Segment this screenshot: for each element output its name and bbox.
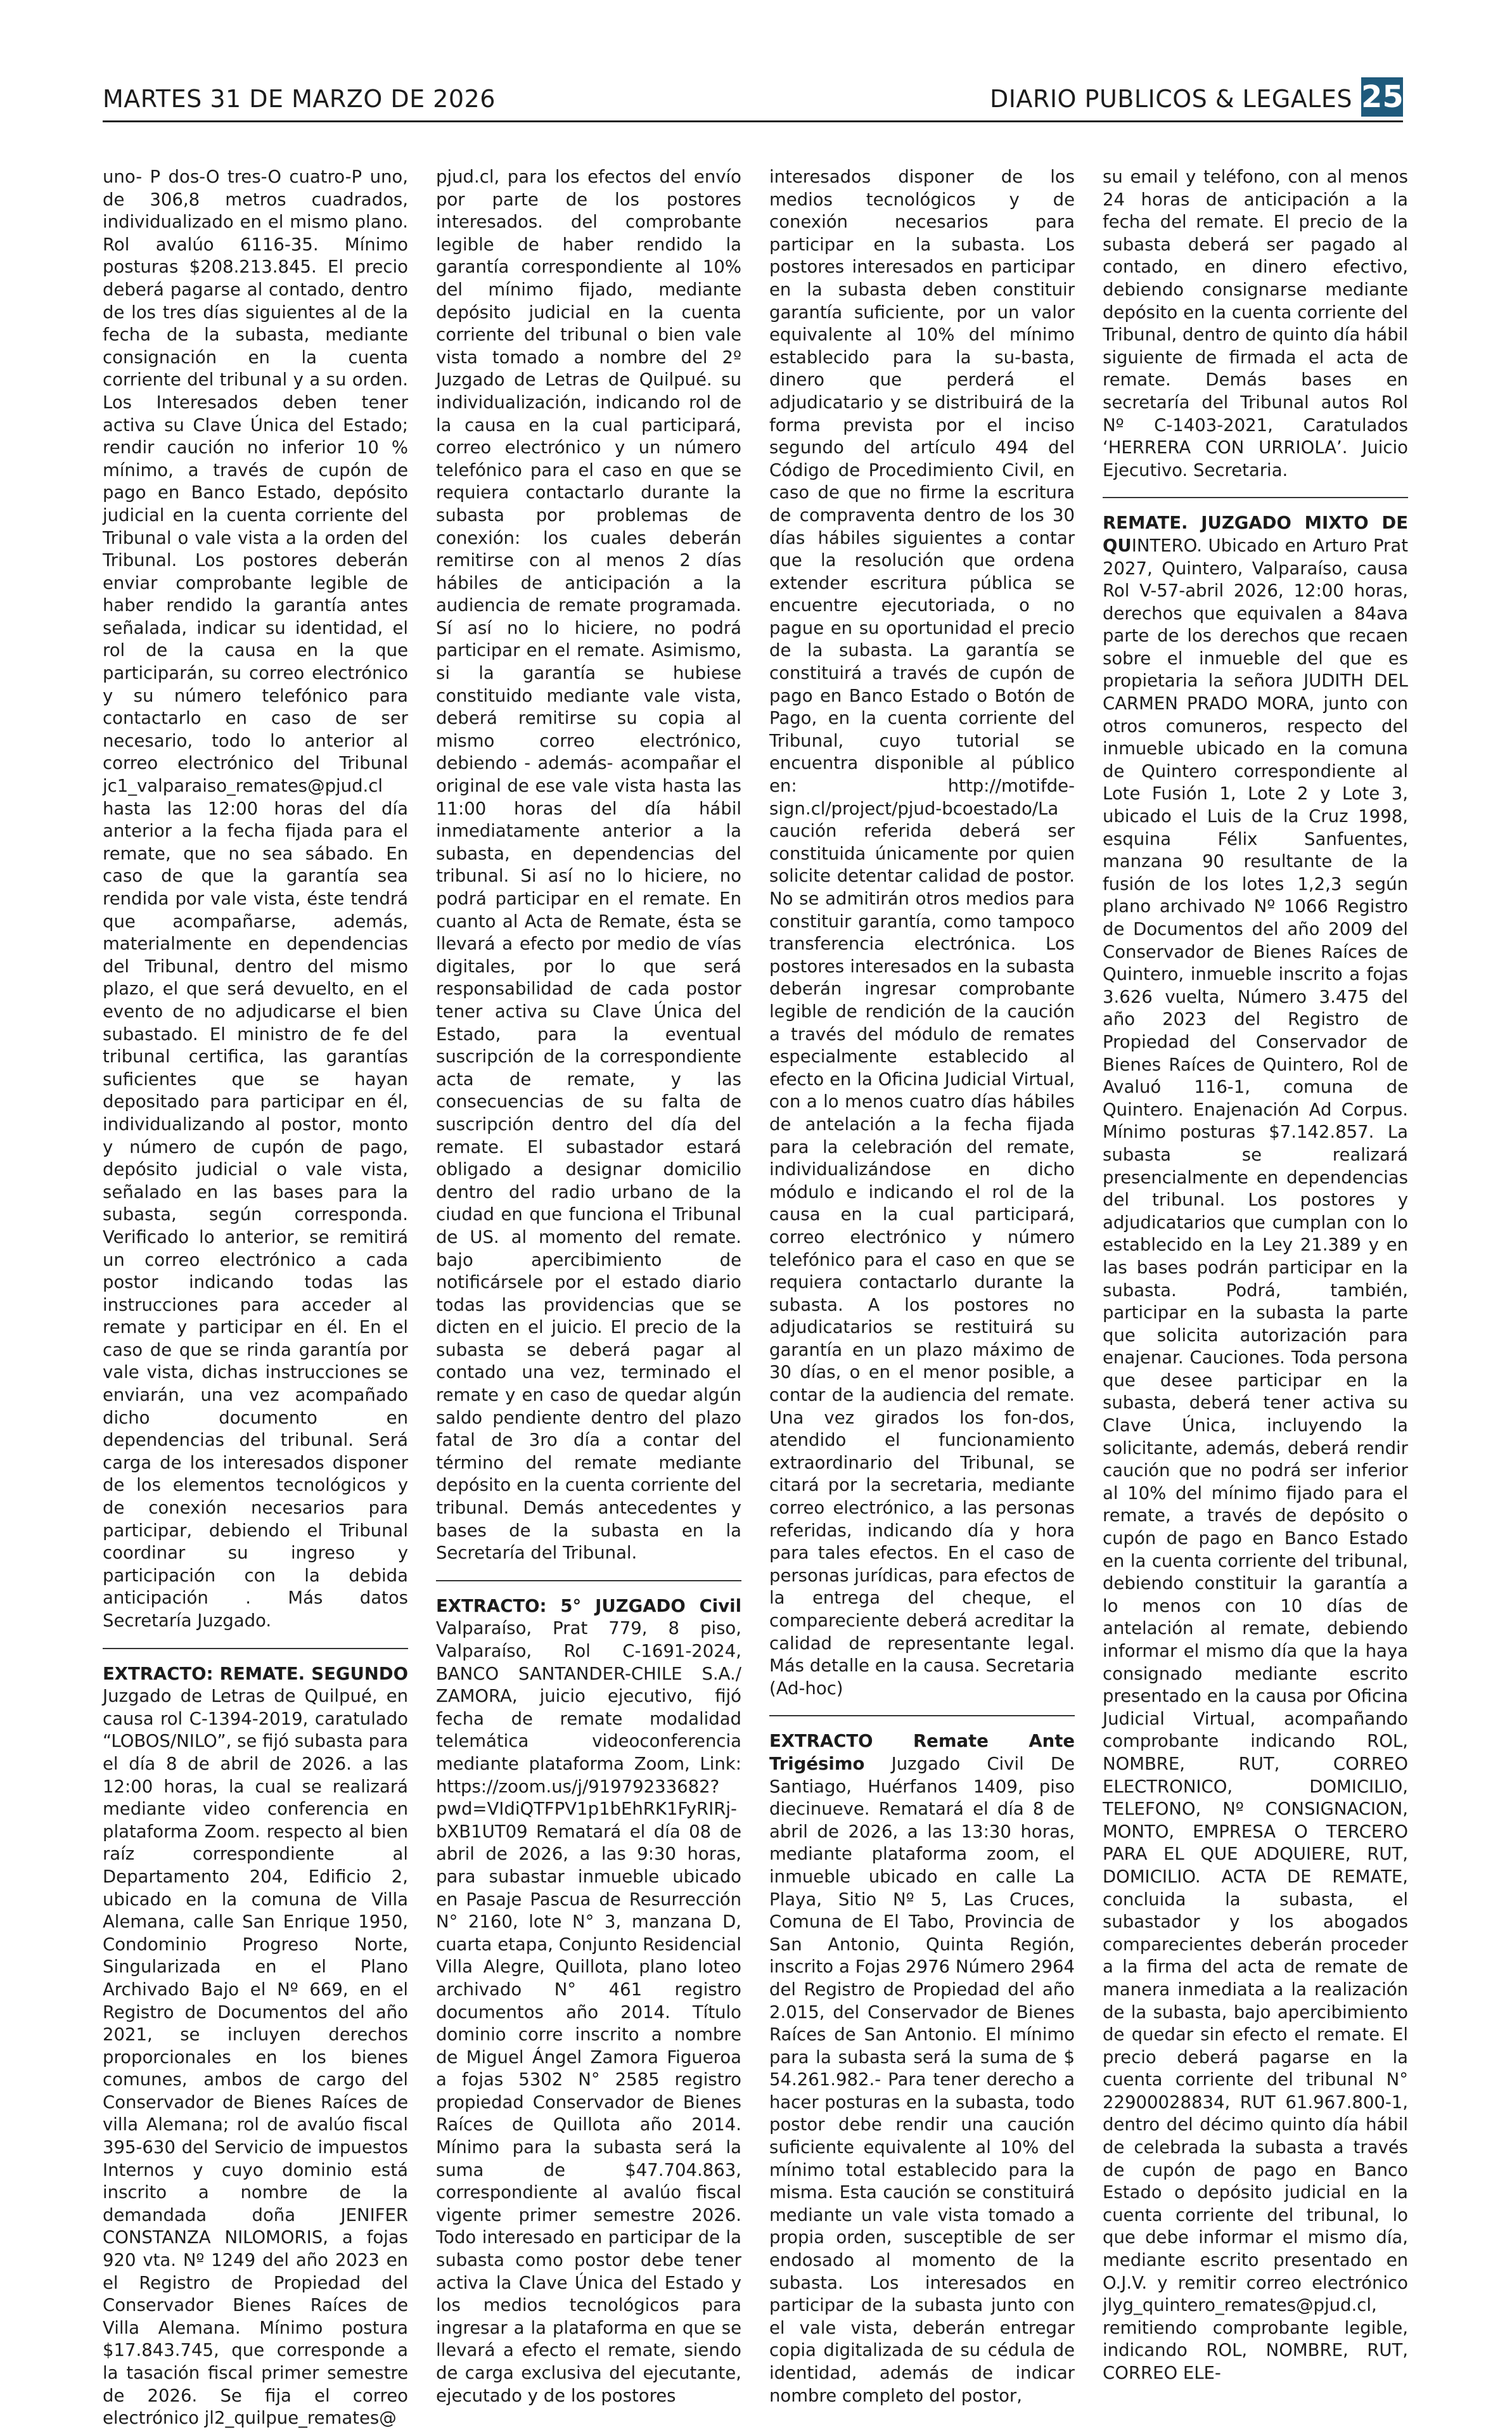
article-body — [1103, 166, 1408, 482]
column-4 — [1103, 166, 1408, 2383]
article-4-1 — [1103, 166, 1408, 482]
article-2-1 — [436, 166, 741, 1565]
article-1-2 — [103, 1663, 408, 2430]
article-body — [436, 166, 741, 1565]
article-divider — [103, 1648, 408, 1649]
article-2-2 — [436, 1595, 741, 2407]
article-text: INTERO. Ubicado en Arturo Prat 2027, Quintero, Valparaíso, causa Rol V-57-abril 2026, 12:00 horas, derechos que equivalen a 84ava parte de los derechos que recaen sobre el inmueble del que es propietaria la señora JUDITH DEL CARMEN PRADO MORA, junto con otros comuneros, respecto del inmueble ubicado en la comuna de Quintero correspondiente al Lote Fusión 1, Lote 2 y Lote 3, ubicado el Luis de la Cruz 1998, esquina Félix Sanfuentes, manzana 90 resultante de la fusión de los lotes 1,2,3 según plano archivado Nº 1066 Registro de Documentos del año 2009 del Conservador de Bienes Raíces de Quintero, inmueble inscrito a fojas 3.626 vuelta, Número 3.475 del año 2023 del Registro de Propiedad del Conservador de Bienes Raíces de Quintero, Rol de Avaluó 116-1, comuna de Quintero. Enajenación Ad Corpus. Mínimo posturas $7.142.857. La subasta se realizará presencialmente en dependencias del tribunal. Los postores y adjudicatarios que cumplan con lo establecido en la Ley 21.389 y en las bases podrán participar en la subasta. Podrá, también, participar en la subasta la parte que solicita autorización para enajenar. Cauciones. Toda persona que desee participar en la subasta, deberá tener activa su Clave Única, incluyendo la solicitante, además, deberá rendir caución que no podrá ser inferior al 10% del mínimo fijado para el remate, a través de depósito o cupón de pago en Banco Estado en la cuenta corriente del tribunal, debiendo constituir la garantía a lo menos con 10 días de antelación al remate, debiendo informar el mismo día que la haya consignado mediante escrito presentado en la causa por Oficina Judicial Virtual, acompañando comprobante indicando ROL, NOMBRE, RUT, CORREO ELECTRONICO, DOMICILIO, TELEFONO, Nº CONSIGNACION, MONTO, EMPRESA O TERCERO PARA EL QUE ADQUIERE, RUT, DOMICILIO. ACTA DE REMATE, concluida la subasta, el subastador y los abogados comparecientes deberán proceder a la firma del acta de remate de manera inmediata a la realización de la subasta, bajo apercibimiento de quedar sin efecto el remate. El precio deberá pagarse en la cuenta corriente del tribunal N° 22900028834, RUT 61.967.800-1, dentro del décimo quinto día hábil de celebrada la subasta a través de cupón de pago en Banco Estado o depósito judicial en la cuenta corriente del tribunal, lo que debe informar el mismo día, mediante escrito presentado en O.J.V. y remitir correo electrónico jlyg_quintero_remates@pjud.cl, remitiendo comprobante legible, indicando ROL, NOMBRE, RUT, CORREO ELE- — [1103, 535, 1408, 2383]
article-divider — [1103, 497, 1408, 498]
article-text: Juzgado Civil De Santiago, Huérfanos 1409, piso diecinueve. Rematará el día 8 de abril de 2026, a las 13:30 horas, mediante plataforma zoom, el inmueble ubicado en calle La Playa, Sitio Nº 5, Las Cruces, Comuna de El Tabo, Provincia de San Antonio, Quinta Región, inscrito a Fojas 2976 Número 2964 del Registro de Propiedad del año 2.015, del Conservador de Bienes Raíces de San Antonio. El mínimo para la subasta será la suma de $ 54.261.982.- Para tener derecho a hacer posturas en la subasta, todo postor debe rendir una caución suficiente equivalente al 10% del mínimo total establecido para la misma. Esta caución se constituirá mediante un vale vista tomado a propia orden, susceptible de ser endosado al momento de la subasta. Los interesados en participar de la subasta junto con el vale vista, deberán entregar copia digitalizada de su cédula de identidad, además de indicar nombre completo del postor, — [769, 1753, 1075, 2406]
article-lead: REMATE. JUZGADO MIXTO DE QU — [1103, 513, 1408, 556]
header-section-title: DIARIO PUBLICOS & LEGALES — [989, 85, 1352, 113]
page-number-badge: 25 — [1361, 77, 1403, 117]
text-columns — [103, 166, 1408, 2429]
column-2 — [436, 166, 741, 2406]
article-divider — [436, 1580, 741, 1581]
article-body — [1103, 512, 1408, 2384]
article-divider — [769, 1715, 1075, 1716]
page-header — [103, 79, 1403, 122]
article-4-2 — [1103, 512, 1408, 2384]
article-body — [769, 166, 1075, 1700]
article-3-1 — [769, 166, 1075, 1700]
article-text: su email y teléfono, con al menos 24 horas de anticipación a la fecha del remate. El precio de la subasta deberá ser pagado al contado, en dinero efectivo, debiendo consignarse mediante depósito en la cuenta corriente del Tribunal, dentro de quinto día hábil siguiente de firmada el acta de remate. Demás bases en secretaría del Tribunal autos Rol Nº C-1403-2021, Caratulados ‘HERRERA CON URRIOLA’. Juicio Ejecutivo. Secretaria. — [1103, 167, 1408, 480]
article-body — [103, 166, 408, 1633]
article-text: Juzgado de Letras de Quilpué, en causa rol C-1394-2019, caratulado “LOBOS/NILO”, se fijó subasta para el día 8 de abril de 2026. a las 12:00 horas, la cual se realizará mediante video conferencia en plataforma Zoom. respecto al bien raíz correspondiente al Departamento 204, Edificio 2, ubicado en la comuna de Villa Alemana, calle San Enrique 1950, Condominio Progreso Norte, Singularizada en el Plano Archivado Bajo el Nº 669, en el Registro de Documentos del año 2021, se incluyen derechos proporcionales en los bienes comunes, ambos de cargo del Conservador de Bienes Raíces de villa Alemana; rol de avalúo fiscal 395-630 del Servicio de impuestos Internos y cuyo dominio está inscrito a nombre de la demandada doña JENIFER CONSTANZA NILOMORIS, a fojas 920 vta. Nº 1249 del año 2023 en el Registro de Propiedad del Conservador Bienes Raíces de Villa Alemana. Mínimo postura $17.843.745, que corresponde a la tasación fiscal primer semestre de 2026. Se fija el correo electrónico jl2_quilpue_remates@ — [103, 1686, 408, 2429]
article-body — [436, 1595, 741, 2407]
header-date: MARTES 31 DE MARZO DE 2026 — [103, 85, 496, 113]
article-body — [103, 1663, 408, 2430]
article-text: pjud.cl, para los efectos del envío por parte de los postores interesados. del comprobante legible de haber rendido la garantía correspondiente al 10% del mínimo fijado, mediante depósito judicial en la cuenta corriente del tribunal o bien vale vista tomado a nombre del 2º Juzgado de Letras de Quilpué. su individualización, indicando rol de la causa en la cual participará, correo electrónico y un número telefónico para el caso en que se requiera contactarlo durante la subasta por problemas de conexión: los cuales deberán remitirse con al menos 2 días hábiles de anticipación a la audiencia de remate programada. Sí así no lo hiciere, no podrá participar en el remate. Asimismo, si la garantía se hubiese constituido mediante vale vista, deberá remitirse su copia al mismo correo electrónico, debiendo - además- acompañar el original de ese vale vista hasta las 11:00 horas del día hábil inmediatamente anterior a la subasta, en dependencias del tribunal. Si así no lo hiciere, no podrá participar en el remate. En cuanto al Acta de Remate, ésta se llevará a efecto por medio de vías digitales, por lo que será responsabilidad de cada postor tener activa su Clave Única del Estado, para la eventual suscripción de la correspondiente acta de remate, y las consecuencias de su falta de suscripción dentro del día del remate. El subastador estará obligado a designar domicilio dentro del radio urbano de la ciudad en que funciona el Tribunal de US. al momento del remate. bajo apercibimiento de notificársele por el estado diario todas las providencias que se dicten en el juicio. El precio de la subasta se deberá pagar al contado una vez, terminado el remate y en caso de quedar algún saldo pendiente dentro del plazo fatal de 3ro día a contar del término del remate mediante depósito en la cuenta corriente del tribunal. Demás antecedentes y bases de la subasta en la Secretaría del Tribunal. — [436, 167, 741, 1564]
article-text: interesados disponer de los medios tecnológicos y de conexión necesarios para participar en la subasta. Los postores interesados en participar en la subasta deben constituir garantía suficiente, por un valor equivalente al 10% del mínimo establecido para la su-basta, dinero que perderá el adjudicatario y se distribuirá de la forma prevista por el inciso segundo del artículo 494 del Código de Procedimiento Civil, en caso de que no firme la escritura de compraventa dentro de los 30 días hábiles siguientes a contar que la resolución que ordena extender escritura pública se encuentre ejecutoriada, o no pague en su oportunidad el precio de la subasta. La garantía se constituirá a través de cupón de pago en Banco Estado o Botón de Pago, en la cuenta corriente del Tribunal, cuyo tutorial se encuentra disponible al público en: http://motifde-sign.cl/project/pjud-bcoestado/La caución referida deberá ser constituida únicamente por quien solicite detentar calidad de postor. No se admitirán otros medios para constituir garantía, como tampoco transferencia electrónica. Los postores interesados en la subasta deberán ingresar comprobante legible de rendición de la caución a través del módulo de remates especialmente establecido al efecto en la Oficina Judicial Virtual, con a lo menos cuatro días hábiles de antelación a la fecha fijada para la celebración del remate, individualizándose en dicho módulo e indicando el rol de la causa en la cual participará, correo electrónico y número telefónico para el caso en que se requiera contactarlo durante la subasta. A los postores no adjudicatarios se restituirá su garantía en un plazo máximo de 30 días, o en el menor posible, a contar de la audiencia del remate. Una vez girados los fon-dos, atendido el funcionamiento extraordinario del Tribunal, se citará por la secretaria, mediante correo electrónico, a las personas referidas, indicando día y hora para tales efectos. En el caso de personas jurídicas, para efectos de la entrega del cheque, el compareciente deberá acreditar la calidad de representante legal. Más detalle en la causa. Secretaria (Ad-hoc) — [769, 167, 1075, 1699]
article-body — [769, 1730, 1075, 2407]
article-3-2 — [769, 1730, 1075, 2407]
article-lead: EXTRACTO: 5° JUZGADO Civil — [436, 1595, 741, 1616]
column-1 — [103, 166, 408, 2429]
column-3 — [769, 166, 1075, 2406]
article-text: Valparaíso, Prat 779, 8 piso, Valparaíso, Rol C-1691-2024, BANCO SANTANDER-CHILE S.A./ ZAMORA, juicio ejecutivo, fijó fecha de remate modalidad telemática videoconferencia mediante plataforma Zoom, Link: https://zoom.us/j/91979233682?pwd=VIdiQTFPV1p1bEhRK1FyRIRj-bXB1UT09 Rematará el día 08 de abril de 2026, a las 9:30 horas, para subastar inmueble ubicado en Pasaje Pascua de Resurrección N° 2160, lote N° 3, manzana D, cuarta etapa, Conjunto Residencial Villa Alegre, Quillota, plano loteo archivado N° 461 registro documentos año 2014. Título dominio corre inscrito a nombre de Miguel Ángel Zamora Figueroa a fojas 5302 N° 2585 registro propiedad Conservador de Bienes Raíces de Quillota año 2014. Mínimo para la subasta será la suma de $47.704.863, correspondiente al avalúo fiscal vigente primer semestre 2026. Todo interesado en participar de la subasta como postor debe tener activa la Clave Única del Estado y los medios tecnológicos para ingresar a la plataforma en que se llevará a efecto el remate, siendo de carga exclusiva del ejecutante, ejecutado y de los postores — [436, 1618, 741, 2406]
article-1-1 — [103, 166, 408, 1633]
article-lead: EXTRACTO Remate Ante Trigésimo — [769, 1731, 1075, 1774]
article-lead: EXTRACTO: REMATE. SEGUNDO — [103, 1663, 408, 1684]
article-text: uno- P dos-O tres-O cuatro-P uno, de 306,8 metros cuadrados, individualizado en el mismo plano. Rol avalúo 6116-35. Mínimo posturas $208.213.845. El precio deberá pagarse al contado, dentro de los tres días siguientes al de la fecha de la subasta, mediante consignación en la cuenta corriente del tribunal y a su orden. Los Interesados deben tener activa su Clave Única del Estado; rendir caución no inferior 10 % mínimo, a través de cupón de pago en Banco Estado, depósito judicial en la cuenta corriente del Tribunal o vale vista a la orden del Tribunal. Los postores deberán enviar comprobante legible de haber rendido la garantía antes señalada, indicar su identidad, el rol de la causa en la que participarán, su correo electrónico y su número telefónico para contactarlo en caso de ser necesario, todo lo anterior al correo electrónico del Tribunal jc1_valparaiso_remates@pjud.cl hasta las 12:00 horas del día anterior a la fecha fijada para el remate, que no sea sábado. En caso de que la garantía sea rendida por vale vista, éste tendrá que acompañarse, además, materialmente en dependencias del Tribunal, dentro del mismo plazo, el que será devuelto, en el evento de no adjudicarse el bien subastado. El ministro de fe del tribunal certifica, las garantías suficientes que se hayan depositado para participar en él, individualizando al postor, monto y número de cupón de pago, depósito judicial o vale vista, señalado en las bases para la subasta, según corresponda. Verificado lo anterior, se remitirá un correo electrónico a cada postor indicando todas las instrucciones para acceder al remate y participar en él. En el caso de que se rinda garantía por vale vista, dichas instrucciones se enviarán, una vez acompañado dicho documento en dependencias del tribunal. Será carga de los interesados disponer de los elementos tecnológicos y de conexión necesarios para participar, debiendo el Tribunal coordinar su ingreso y participación con la debida anticipación . Más datos Secretaría Juzgado. — [103, 167, 408, 1631]
